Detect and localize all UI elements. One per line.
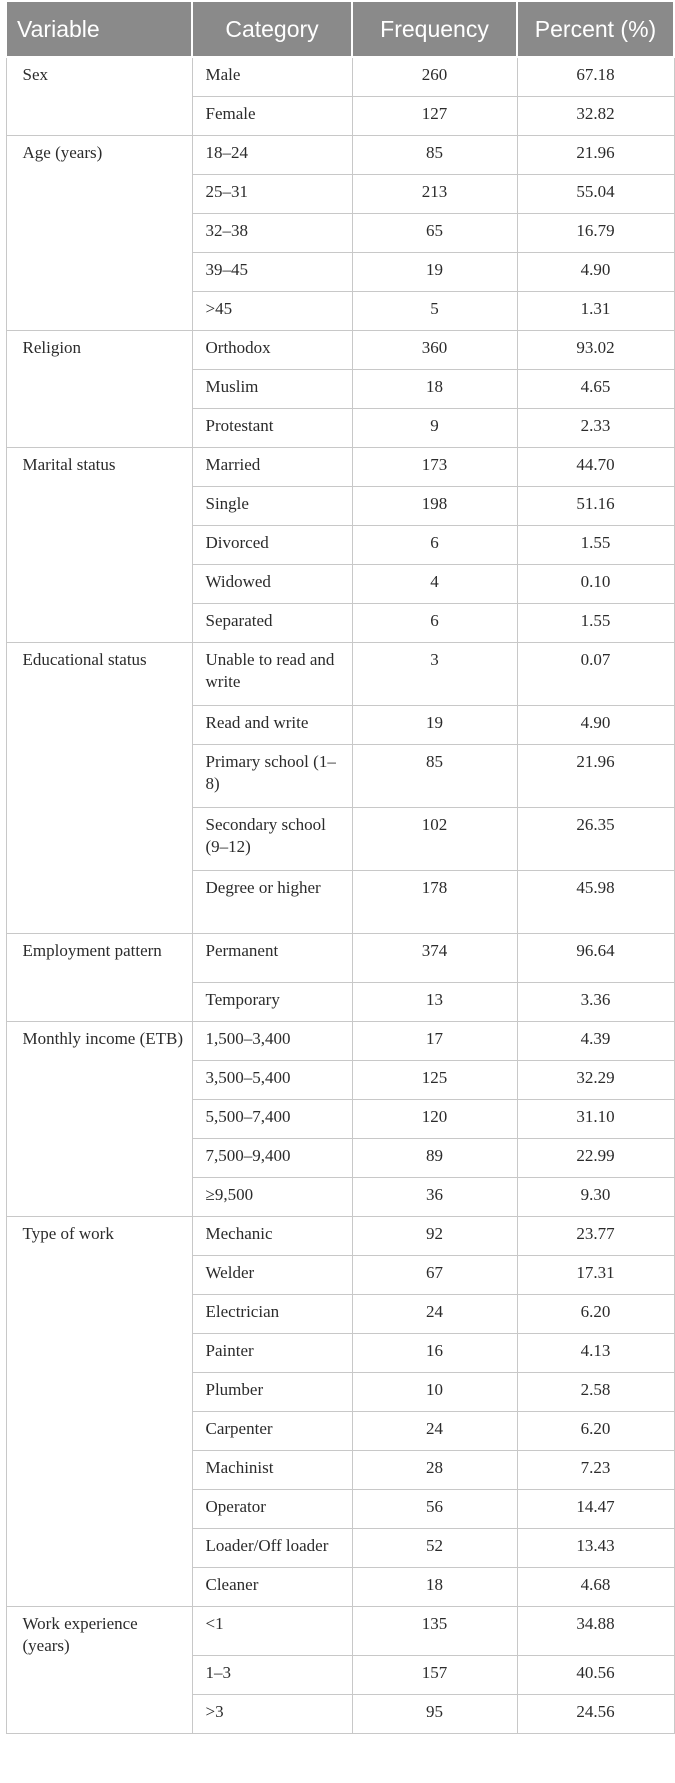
percent-cell: 13.43 [517,1529,674,1568]
frequency-cell: 85 [352,745,517,808]
frequency-cell: 173 [352,448,517,487]
category-cell: ≥9,500 [192,1178,352,1217]
category-cell: Painter [192,1334,352,1373]
category-cell: Loader/Off loader [192,1529,352,1568]
table-row [6,934,674,983]
variable-cell: Educational status [6,643,192,934]
frequency-cell: 92 [352,1217,517,1256]
frequency-cell: 17 [352,1022,517,1061]
percent-cell: 16.79 [517,214,674,253]
category-cell: Muslim [192,370,352,409]
category-cell: Plumber [192,1373,352,1412]
frequency-cell: 36 [352,1178,517,1217]
percent-cell: 4.13 [517,1334,674,1373]
variable-cell: Marital status [6,448,192,643]
frequency-cell: 178 [352,871,517,934]
category-cell: 7,500–9,400 [192,1139,352,1178]
percent-cell: 1.55 [517,526,674,565]
percent-cell: 40.56 [517,1656,674,1695]
variable-cell: Work experience (years) [6,1607,192,1734]
frequency-cell: 260 [352,57,517,97]
header-row [6,1,674,57]
category-cell: <1 [192,1607,352,1656]
percent-cell: 2.58 [517,1373,674,1412]
frequency-cell: 52 [352,1529,517,1568]
table-row [6,1217,674,1256]
percent-cell: 7.23 [517,1451,674,1490]
category-cell: Temporary [192,983,352,1022]
frequency-cell: 374 [352,934,517,983]
category-cell: Married [192,448,352,487]
category-cell: Male [192,57,352,97]
percent-cell: 1.31 [517,292,674,331]
variable-cell: Sex [6,57,192,136]
percent-cell: 32.82 [517,97,674,136]
percent-cell: 34.88 [517,1607,674,1656]
category-cell: Machinist [192,1451,352,1490]
category-cell: Separated [192,604,352,643]
percent-cell: 9.30 [517,1178,674,1217]
percent-cell: 4.90 [517,706,674,745]
frequency-cell: 135 [352,1607,517,1656]
category-cell: 3,500–5,400 [192,1061,352,1100]
category-cell: >45 [192,292,352,331]
frequency-cell: 125 [352,1061,517,1100]
category-cell: 39–45 [192,253,352,292]
percent-cell: 6.20 [517,1412,674,1451]
category-cell: Cleaner [192,1568,352,1607]
category-cell: Primary school (1–8) [192,745,352,808]
frequency-cell: 65 [352,214,517,253]
category-cell: Electrician [192,1295,352,1334]
category-cell: Single [192,487,352,526]
percent-cell: 0.07 [517,643,674,706]
percent-cell: 17.31 [517,1256,674,1295]
frequency-cell: 213 [352,175,517,214]
frequency-cell: 85 [352,136,517,175]
category-cell: Permanent [192,934,352,983]
table-row [6,136,674,175]
header-variable: Variable [6,1,192,57]
frequency-cell: 157 [352,1656,517,1695]
frequency-cell: 3 [352,643,517,706]
category-cell: >3 [192,1695,352,1734]
percent-cell: 22.99 [517,1139,674,1178]
frequency-cell: 24 [352,1295,517,1334]
demographics-table [5,0,675,1734]
percent-cell: 4.68 [517,1568,674,1607]
frequency-cell: 89 [352,1139,517,1178]
frequency-cell: 127 [352,97,517,136]
frequency-cell: 67 [352,1256,517,1295]
percent-cell: 96.64 [517,934,674,983]
frequency-cell: 19 [352,253,517,292]
variable-cell: Employment pattern [6,934,192,1022]
frequency-cell: 9 [352,409,517,448]
percent-cell: 67.18 [517,57,674,97]
frequency-cell: 5 [352,292,517,331]
variable-cell: Age (years) [6,136,192,331]
category-cell: Protestant [192,409,352,448]
frequency-cell: 6 [352,604,517,643]
category-cell: Orthodox [192,331,352,370]
frequency-cell: 24 [352,1412,517,1451]
percent-cell: 32.29 [517,1061,674,1100]
category-cell: Carpenter [192,1412,352,1451]
category-cell: Read and write [192,706,352,745]
percent-cell: 21.96 [517,136,674,175]
percent-cell: 3.36 [517,983,674,1022]
percent-cell: 55.04 [517,175,674,214]
variable-cell: Type of work [6,1217,192,1607]
percent-cell: 26.35 [517,808,674,871]
percent-cell: 44.70 [517,448,674,487]
frequency-cell: 18 [352,1568,517,1607]
percent-cell: 31.10 [517,1100,674,1139]
header-percent: Percent (%) [517,1,674,57]
frequency-cell: 28 [352,1451,517,1490]
percent-cell: 4.90 [517,253,674,292]
frequency-cell: 120 [352,1100,517,1139]
table-row [6,57,674,97]
percent-cell: 0.10 [517,565,674,604]
frequency-cell: 360 [352,331,517,370]
frequency-cell: 198 [352,487,517,526]
table-row [6,331,674,370]
table-row [6,1022,674,1061]
category-cell: Operator [192,1490,352,1529]
category-cell: 5,500–7,400 [192,1100,352,1139]
percent-cell: 24.56 [517,1695,674,1734]
category-cell: 1,500–3,400 [192,1022,352,1061]
frequency-cell: 19 [352,706,517,745]
table-row [6,448,674,487]
variable-cell: Monthly income (ETB) [6,1022,192,1217]
frequency-cell: 4 [352,565,517,604]
frequency-cell: 10 [352,1373,517,1412]
table-row [6,1607,674,1656]
percent-cell: 45.98 [517,871,674,934]
frequency-cell: 56 [352,1490,517,1529]
frequency-cell: 18 [352,370,517,409]
percent-cell: 1.55 [517,604,674,643]
percent-cell: 93.02 [517,331,674,370]
frequency-cell: 95 [352,1695,517,1734]
category-cell: Unable to read and write [192,643,352,706]
percent-cell: 23.77 [517,1217,674,1256]
frequency-cell: 6 [352,526,517,565]
percent-cell: 14.47 [517,1490,674,1529]
category-cell: Widowed [192,565,352,604]
header-frequency: Frequency [352,1,517,57]
category-cell: 1–3 [192,1656,352,1695]
category-cell: Mechanic [192,1217,352,1256]
frequency-cell: 102 [352,808,517,871]
category-cell: 25–31 [192,175,352,214]
category-cell: Degree or higher [192,871,352,934]
variable-cell: Religion [6,331,192,448]
category-cell: 32–38 [192,214,352,253]
category-cell: Female [192,97,352,136]
percent-cell: 4.39 [517,1022,674,1061]
percent-cell: 4.65 [517,370,674,409]
percent-cell: 51.16 [517,487,674,526]
percent-cell: 6.20 [517,1295,674,1334]
header-category: Category [192,1,352,57]
frequency-cell: 16 [352,1334,517,1373]
category-cell: Divorced [192,526,352,565]
percent-cell: 2.33 [517,409,674,448]
frequency-cell: 13 [352,983,517,1022]
category-cell: Secondary school (9–12) [192,808,352,871]
category-cell: Welder [192,1256,352,1295]
percent-cell: 21.96 [517,745,674,808]
category-cell: 18–24 [192,136,352,175]
table-row [6,643,674,706]
